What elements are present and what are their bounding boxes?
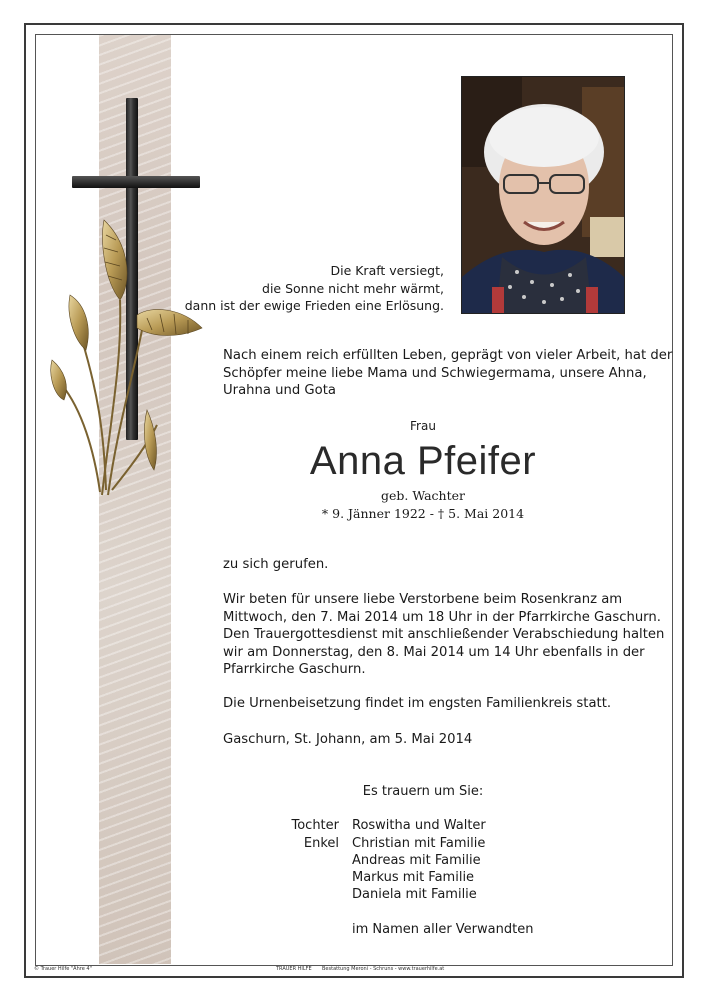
service-line: Pfarrkirche Gaschurn.	[223, 662, 366, 677]
place-date: Gaschurn, St. Johann, am 5. Mai 2014	[223, 732, 473, 747]
relation-label-tochter: Tochter	[291, 818, 339, 833]
portrait-photo	[461, 76, 625, 314]
salutation: Frau	[410, 419, 436, 433]
service-line: Wir beten für unsere liebe Verstorbene beim Rosenkranz am	[223, 592, 623, 607]
poem-line: dann ist der ewige Frieden eine Erlösung.	[184, 298, 444, 313]
deceased-name: Anna Pfeifer	[309, 439, 537, 483]
poem	[185, 262, 444, 315]
footer-left: © Trauer Hilfe "Ähre 4"	[34, 966, 92, 972]
cross-bar	[72, 176, 200, 188]
mourners-heading: Es trauern um Sie:	[362, 784, 484, 799]
life-dates: * 9. Jänner 1922 - † 5. Mai 2014	[321, 506, 525, 521]
mourner-enkel: Andreas mit Familie	[352, 853, 481, 868]
footer-middle: TRAUER HILFE	[276, 966, 312, 972]
poem-line: Die Kraft versiegt,	[330, 263, 444, 278]
closing-line: im Namen aller Verwandten	[352, 922, 534, 937]
mourner-enkel: Christian mit Familie	[352, 836, 486, 851]
maiden-name: geb. Wachter	[380, 488, 465, 503]
service-text	[223, 591, 664, 679]
service-line: wir am Donnerstag, den 8. Mai 2014 um 14 Uhr ebenfalls in der	[223, 644, 645, 660]
mourner-enkel: Markus mit Familie	[352, 870, 475, 885]
poem-line: die Sonne nicht mehr wärmt,	[262, 280, 444, 296]
burial-text: Die Urnenbeisetzung findet im engsten Familienkreis statt.	[223, 696, 612, 711]
footer-right: Bestattung Meroni - Schruns - www.trauerhilfe.at	[322, 966, 445, 972]
wheat-ears-icon	[42, 210, 212, 510]
service-line: Mittwoch, den 7. Mai 2014 um 18 Uhr in der Pfarrkirche Gaschurn.	[223, 609, 661, 625]
intro-text	[223, 347, 672, 400]
intro-line: Nach einem reich erfüllten Leben, geprägt von vieler Arbeit, hat der	[223, 348, 673, 363]
intro-line: Schöpfer meine liebe Mama und Schwiegermama, unsere Ahna,	[223, 365, 647, 381]
service-line: Den Trauergottesdienst mit anschließender Verabschiedung halten	[223, 627, 665, 642]
relation-label-enkel: Enkel	[303, 836, 339, 851]
called-text: zu sich gerufen.	[223, 557, 329, 572]
intro-line: Urahna und Gota	[223, 383, 336, 398]
mourner-tochter: Roswitha und Walter	[352, 818, 486, 833]
mourner-enkel: Daniela mit Familie	[352, 887, 477, 902]
